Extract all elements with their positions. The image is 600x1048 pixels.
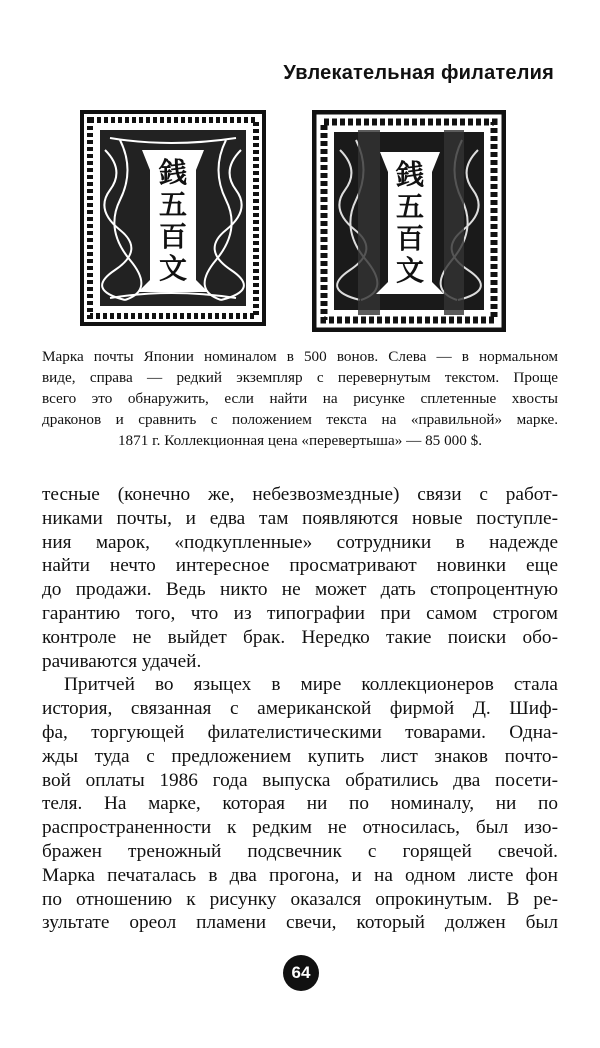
svg-text:百: 百 bbox=[395, 224, 425, 255]
svg-text:五: 五 bbox=[395, 192, 425, 223]
figure-caption bbox=[42, 346, 558, 451]
text-line: история, связанная с американской фирмой Д. Шиф- bbox=[42, 698, 558, 720]
caption-line: всего это обнаружить, если найти на рисунке сплетенные хвосты bbox=[42, 390, 558, 407]
text-line: зультате ореол пламени свечи, который должен был bbox=[42, 912, 558, 934]
text-line: контроле не выйдет брак. Нередко такие поиски обо- bbox=[42, 626, 558, 648]
text-line: найти нечто интересное просматривают новинки еще bbox=[42, 555, 558, 577]
text-line: жды туда с предложением купить лист знаков почто- bbox=[42, 745, 558, 767]
text-line: теля. На марке, которая ни по номиналу, ни по bbox=[42, 793, 558, 815]
stamp-char: 銭 bbox=[158, 158, 188, 189]
text-line: гарантию того, что из типографии при самом строгом bbox=[42, 602, 558, 624]
svg-text:文: 文 bbox=[395, 256, 425, 287]
text-line: Марка печаталась в два прогона, и на одном листе фон bbox=[42, 864, 558, 886]
text-line: до продажи. Ведь никто не может дать стопроцентную bbox=[42, 579, 558, 601]
caption-line: Марка почты Японии номиналом в 500 вонов. Слева — в нормальном bbox=[42, 348, 558, 365]
text-line: Притчей во языцех в мире коллекционеров стала bbox=[64, 674, 558, 696]
text-line: рачиваются удачей. bbox=[42, 650, 202, 672]
svg-text:銭: 銭 bbox=[395, 160, 425, 191]
body-text bbox=[42, 483, 558, 935]
running-header: Увлекательная филателия bbox=[283, 62, 554, 84]
text-line: бражен треножный подсвечник с горящей свечой. bbox=[42, 840, 558, 862]
text-line: тесные (конечно же, небезвозмездные) связи с работ- bbox=[42, 484, 558, 505]
text-line: ния марок, «подкупленные» сотрудники в надежде bbox=[42, 531, 558, 553]
stamp-image-normal bbox=[80, 110, 266, 326]
text-line: вой оплаты 1986 года выпуска обратились два посети- bbox=[42, 769, 558, 791]
svg-text:文: 文 bbox=[158, 254, 188, 285]
text-line: распространенности к редким не относилась, был изо- bbox=[42, 817, 558, 839]
svg-text:百: 百 bbox=[158, 222, 188, 253]
text-line: по отношению к рисунку оказался опрокинутым. В ре- bbox=[42, 888, 558, 910]
caption-line: драконов и сравнить с положением текста на «правильной» марке. bbox=[42, 411, 558, 428]
caption-line: 1871 г. Коллекционная цена «перевертыша» — 85 000 $. bbox=[117, 432, 483, 449]
stamp-image-inverted bbox=[312, 110, 506, 332]
caption-line: виде, справа — редкий экземпляр с перевернутым текстом. Проще bbox=[42, 369, 558, 386]
text-line: фа, торгующей филателистическими товарами. Одна- bbox=[42, 721, 558, 743]
svg-text:五: 五 bbox=[158, 190, 188, 221]
text-line: никами почты, и едва там появляются новые поступле- bbox=[42, 507, 558, 529]
page-number: 64 bbox=[283, 955, 319, 991]
